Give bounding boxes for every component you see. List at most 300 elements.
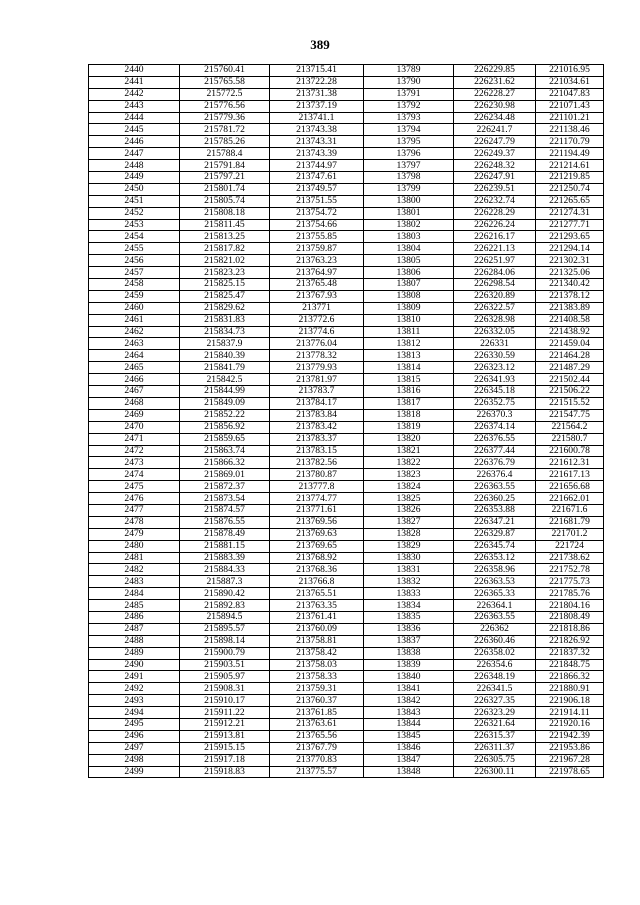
x-coordinate-a-cell: 215856.92 <box>180 421 270 433</box>
y-coordinate-b-cell: 221752.78 <box>536 564 604 576</box>
table-row <box>89 88 604 100</box>
table-row <box>89 65 604 77</box>
point-number-b-cell: 13832 <box>364 576 454 588</box>
y-coordinate-a-cell: 213763.35 <box>270 600 364 612</box>
x-coordinate-a-cell: 215900.79 <box>180 647 270 659</box>
x-coordinate-b-cell: 226239.51 <box>454 183 536 195</box>
table-row <box>89 326 604 338</box>
x-coordinate-a-cell: 215801.74 <box>180 183 270 195</box>
point-number-b-cell: 13809 <box>364 302 454 314</box>
table-row <box>89 112 604 124</box>
point-number-a-cell: 2465 <box>89 362 180 374</box>
y-coordinate-b-cell: 221681.79 <box>536 516 604 528</box>
point-number-a-cell: 2443 <box>89 100 180 112</box>
point-number-a-cell: 2499 <box>89 766 180 778</box>
x-coordinate-b-cell: 226234.48 <box>454 112 536 124</box>
point-number-b-cell: 13833 <box>364 588 454 600</box>
point-number-a-cell: 2463 <box>89 338 180 350</box>
point-number-a-cell: 2448 <box>89 160 180 172</box>
point-number-a-cell: 2480 <box>89 540 180 552</box>
x-coordinate-a-cell: 215788.4 <box>180 148 270 160</box>
point-number-b-cell: 13836 <box>364 623 454 635</box>
x-coordinate-b-cell: 226284.06 <box>454 267 536 279</box>
x-coordinate-b-cell: 226341.93 <box>454 374 536 386</box>
point-number-b-cell: 13838 <box>364 647 454 659</box>
y-coordinate-b-cell: 221294.14 <box>536 243 604 255</box>
table-row <box>89 730 604 742</box>
x-coordinate-a-cell: 215917.18 <box>180 754 270 766</box>
y-coordinate-b-cell: 221101.21 <box>536 112 604 124</box>
x-coordinate-a-cell: 215791.84 <box>180 160 270 172</box>
x-coordinate-b-cell: 226249.37 <box>454 148 536 160</box>
x-coordinate-b-cell: 226376.79 <box>454 457 536 469</box>
x-coordinate-b-cell: 226347.21 <box>454 516 536 528</box>
point-number-a-cell: 2456 <box>89 255 180 267</box>
y-coordinate-b-cell: 221219.85 <box>536 172 604 184</box>
x-coordinate-a-cell: 215841.79 <box>180 362 270 374</box>
table-row <box>89 231 604 243</box>
y-coordinate-a-cell: 213771 <box>270 302 364 314</box>
y-coordinate-a-cell: 213777.8 <box>270 481 364 493</box>
x-coordinate-a-cell: 215894.5 <box>180 611 270 623</box>
y-coordinate-b-cell: 221866.32 <box>536 671 604 683</box>
y-coordinate-a-cell: 213759.87 <box>270 243 364 255</box>
point-number-b-cell: 13827 <box>364 516 454 528</box>
x-coordinate-a-cell: 215881.15 <box>180 540 270 552</box>
point-number-b-cell: 13842 <box>364 695 454 707</box>
table-row <box>89 671 604 683</box>
point-number-b-cell: 13802 <box>364 219 454 231</box>
y-coordinate-a-cell: 213737.19 <box>270 100 364 112</box>
point-number-b-cell: 13848 <box>364 766 454 778</box>
y-coordinate-a-cell: 213755.85 <box>270 231 364 243</box>
table-row <box>89 172 604 184</box>
table-row <box>89 635 604 647</box>
x-coordinate-b-cell: 226247.79 <box>454 136 536 148</box>
table-row <box>89 195 604 207</box>
x-coordinate-a-cell: 215834.73 <box>180 326 270 338</box>
x-coordinate-b-cell: 226362 <box>454 623 536 635</box>
y-coordinate-a-cell: 213772.6 <box>270 314 364 326</box>
table-row <box>89 160 604 172</box>
y-coordinate-b-cell: 221277.71 <box>536 219 604 231</box>
point-number-a-cell: 2473 <box>89 457 180 469</box>
page-number: 389 <box>310 37 330 52</box>
y-coordinate-b-cell: 221808.49 <box>536 611 604 623</box>
x-coordinate-a-cell: 215873.54 <box>180 493 270 505</box>
point-number-b-cell: 13810 <box>364 314 454 326</box>
point-number-b-cell: 13795 <box>364 136 454 148</box>
point-number-b-cell: 13817 <box>364 397 454 409</box>
point-number-b-cell: 13808 <box>364 290 454 302</box>
x-coordinate-a-cell: 215918.83 <box>180 766 270 778</box>
table-row <box>89 302 604 314</box>
point-number-a-cell: 2449 <box>89 172 180 184</box>
table-row <box>89 659 604 671</box>
y-coordinate-a-cell: 213784.17 <box>270 397 364 409</box>
point-number-b-cell: 13790 <box>364 76 454 88</box>
table-row <box>89 445 604 457</box>
x-coordinate-a-cell: 215883.39 <box>180 552 270 564</box>
y-coordinate-b-cell: 221967.28 <box>536 754 604 766</box>
y-coordinate-a-cell: 213781.97 <box>270 374 364 386</box>
point-number-b-cell: 13847 <box>364 754 454 766</box>
point-number-a-cell: 2461 <box>89 314 180 326</box>
table-row <box>89 374 604 386</box>
point-number-a-cell: 2454 <box>89 231 180 243</box>
x-coordinate-b-cell: 226232.74 <box>454 195 536 207</box>
point-number-b-cell: 13807 <box>364 279 454 291</box>
x-coordinate-b-cell: 226345.74 <box>454 540 536 552</box>
x-coordinate-a-cell: 215813.25 <box>180 231 270 243</box>
x-coordinate-a-cell: 215874.57 <box>180 504 270 516</box>
y-coordinate-b-cell: 221464.28 <box>536 350 604 362</box>
point-number-b-cell: 13799 <box>364 183 454 195</box>
table-row <box>89 421 604 433</box>
point-number-b-cell: 13805 <box>364 255 454 267</box>
x-coordinate-b-cell: 226323.29 <box>454 707 536 719</box>
table-row <box>89 350 604 362</box>
x-coordinate-b-cell: 226363.55 <box>454 481 536 493</box>
point-number-a-cell: 2462 <box>89 326 180 338</box>
y-coordinate-a-cell: 213765.51 <box>270 588 364 600</box>
x-coordinate-a-cell: 215765.58 <box>180 76 270 88</box>
x-coordinate-b-cell: 226321.64 <box>454 718 536 730</box>
y-coordinate-b-cell: 221047.83 <box>536 88 604 100</box>
y-coordinate-b-cell: 221617.13 <box>536 469 604 481</box>
x-coordinate-b-cell: 226348.19 <box>454 671 536 683</box>
x-coordinate-b-cell: 226320.89 <box>454 290 536 302</box>
x-coordinate-a-cell: 215915.15 <box>180 742 270 754</box>
x-coordinate-b-cell: 226376.4 <box>454 469 536 481</box>
y-coordinate-a-cell: 213768.92 <box>270 552 364 564</box>
table-row <box>89 290 604 302</box>
table-row <box>89 707 604 719</box>
x-coordinate-a-cell: 215913.81 <box>180 730 270 742</box>
x-coordinate-a-cell: 215772.5 <box>180 88 270 100</box>
x-coordinate-b-cell: 226360.46 <box>454 635 536 647</box>
point-number-a-cell: 2469 <box>89 409 180 421</box>
y-coordinate-a-cell: 213758.81 <box>270 635 364 647</box>
point-number-b-cell: 13812 <box>364 338 454 350</box>
table-row <box>89 433 604 445</box>
table-row <box>89 255 604 267</box>
point-number-b-cell: 13829 <box>364 540 454 552</box>
x-coordinate-b-cell: 226341.5 <box>454 683 536 695</box>
y-coordinate-a-cell: 213783.37 <box>270 433 364 445</box>
x-coordinate-b-cell: 226322.57 <box>454 302 536 314</box>
table-row <box>89 742 604 754</box>
y-coordinate-b-cell: 221906.18 <box>536 695 604 707</box>
point-number-a-cell: 2488 <box>89 635 180 647</box>
y-coordinate-a-cell: 213775.57 <box>270 766 364 778</box>
point-number-a-cell: 2492 <box>89 683 180 695</box>
x-coordinate-a-cell: 215890.42 <box>180 588 270 600</box>
table-row <box>89 397 604 409</box>
x-coordinate-a-cell: 215892.83 <box>180 600 270 612</box>
table-row <box>89 362 604 374</box>
y-coordinate-b-cell: 221978.65 <box>536 766 604 778</box>
point-number-a-cell: 2495 <box>89 718 180 730</box>
point-number-b-cell: 13814 <box>364 362 454 374</box>
y-coordinate-b-cell: 221408.58 <box>536 314 604 326</box>
x-coordinate-b-cell: 226328.98 <box>454 314 536 326</box>
table-row <box>89 516 604 528</box>
table-row <box>89 588 604 600</box>
y-coordinate-b-cell: 221214.61 <box>536 160 604 172</box>
point-number-b-cell: 13815 <box>364 374 454 386</box>
y-coordinate-a-cell: 213776.04 <box>270 338 364 350</box>
y-coordinate-a-cell: 213715.41 <box>270 65 364 77</box>
y-coordinate-a-cell: 213747.61 <box>270 172 364 184</box>
y-coordinate-b-cell: 221515.52 <box>536 397 604 409</box>
table-row <box>89 718 604 730</box>
y-coordinate-a-cell: 213731.38 <box>270 88 364 100</box>
y-coordinate-b-cell: 221942.39 <box>536 730 604 742</box>
x-coordinate-a-cell: 215831.83 <box>180 314 270 326</box>
x-coordinate-b-cell: 226226.24 <box>454 219 536 231</box>
y-coordinate-b-cell: 221724 <box>536 540 604 552</box>
point-number-a-cell: 2491 <box>89 671 180 683</box>
x-coordinate-a-cell: 215840.39 <box>180 350 270 362</box>
x-coordinate-b-cell: 226229.85 <box>454 65 536 77</box>
point-number-a-cell: 2440 <box>89 65 180 77</box>
y-coordinate-b-cell: 221671.6 <box>536 504 604 516</box>
point-number-b-cell: 13818 <box>364 409 454 421</box>
point-number-b-cell: 13811 <box>364 326 454 338</box>
y-coordinate-a-cell: 213768.36 <box>270 564 364 576</box>
y-coordinate-b-cell: 221438.92 <box>536 326 604 338</box>
point-number-a-cell: 2455 <box>89 243 180 255</box>
point-number-b-cell: 13798 <box>364 172 454 184</box>
point-number-a-cell: 2444 <box>89 112 180 124</box>
x-coordinate-a-cell: 215844.99 <box>180 386 270 398</box>
point-number-a-cell: 2477 <box>89 504 180 516</box>
x-coordinate-a-cell: 215872.37 <box>180 481 270 493</box>
y-coordinate-a-cell: 213758.03 <box>270 659 364 671</box>
point-number-a-cell: 2446 <box>89 136 180 148</box>
y-coordinate-a-cell: 213741.1 <box>270 112 364 124</box>
x-coordinate-b-cell: 226363.55 <box>454 611 536 623</box>
y-coordinate-b-cell: 221826.92 <box>536 635 604 647</box>
point-number-a-cell: 2464 <box>89 350 180 362</box>
y-coordinate-a-cell: 213743.38 <box>270 124 364 136</box>
y-coordinate-a-cell: 213780.87 <box>270 469 364 481</box>
coordinates-table-body <box>89 65 604 778</box>
x-coordinate-a-cell: 215808.18 <box>180 207 270 219</box>
x-coordinate-a-cell: 215849.09 <box>180 397 270 409</box>
table-row <box>89 611 604 623</box>
x-coordinate-a-cell: 215908.31 <box>180 683 270 695</box>
x-coordinate-b-cell: 226329.87 <box>454 528 536 540</box>
point-number-b-cell: 13820 <box>364 433 454 445</box>
x-coordinate-b-cell: 226364.1 <box>454 600 536 612</box>
y-coordinate-b-cell: 221920.16 <box>536 718 604 730</box>
point-number-a-cell: 2453 <box>89 219 180 231</box>
x-coordinate-b-cell: 226354.6 <box>454 659 536 671</box>
point-number-b-cell: 13819 <box>364 421 454 433</box>
table-row <box>89 754 604 766</box>
y-coordinate-a-cell: 213779.93 <box>270 362 364 374</box>
y-coordinate-a-cell: 213761.85 <box>270 707 364 719</box>
point-number-b-cell: 13823 <box>364 469 454 481</box>
x-coordinate-a-cell: 215779.36 <box>180 112 270 124</box>
point-number-a-cell: 2482 <box>89 564 180 576</box>
y-coordinate-b-cell: 221837.32 <box>536 647 604 659</box>
point-number-b-cell: 13841 <box>364 683 454 695</box>
x-coordinate-b-cell: 226248.32 <box>454 160 536 172</box>
point-number-a-cell: 2447 <box>89 148 180 160</box>
point-number-b-cell: 13797 <box>364 160 454 172</box>
point-number-b-cell: 13840 <box>364 671 454 683</box>
point-number-b-cell: 13789 <box>364 65 454 77</box>
x-coordinate-b-cell: 226315.37 <box>454 730 536 742</box>
x-coordinate-b-cell: 226230.98 <box>454 100 536 112</box>
y-coordinate-a-cell: 213782.56 <box>270 457 364 469</box>
x-coordinate-b-cell: 226241.7 <box>454 124 536 136</box>
point-number-b-cell: 13796 <box>364 148 454 160</box>
x-coordinate-a-cell: 215842.5 <box>180 374 270 386</box>
y-coordinate-b-cell: 221701.2 <box>536 528 604 540</box>
y-coordinate-b-cell: 221818.86 <box>536 623 604 635</box>
x-coordinate-a-cell: 215910.17 <box>180 695 270 707</box>
y-coordinate-a-cell: 213722.28 <box>270 76 364 88</box>
point-number-b-cell: 13839 <box>364 659 454 671</box>
point-number-a-cell: 2472 <box>89 445 180 457</box>
point-number-b-cell: 13792 <box>364 100 454 112</box>
y-coordinate-a-cell: 213763.61 <box>270 718 364 730</box>
x-coordinate-a-cell: 215912.21 <box>180 718 270 730</box>
y-coordinate-b-cell: 221775.73 <box>536 576 604 588</box>
point-number-a-cell: 2496 <box>89 730 180 742</box>
table-row <box>89 386 604 398</box>
table-row <box>89 207 604 219</box>
x-coordinate-b-cell: 226331 <box>454 338 536 350</box>
point-number-b-cell: 13831 <box>364 564 454 576</box>
x-coordinate-a-cell: 215829.62 <box>180 302 270 314</box>
x-coordinate-b-cell: 226251.97 <box>454 255 536 267</box>
y-coordinate-b-cell: 221034.61 <box>536 76 604 88</box>
x-coordinate-b-cell: 226300.11 <box>454 766 536 778</box>
y-coordinate-b-cell: 221880.91 <box>536 683 604 695</box>
y-coordinate-b-cell: 221302.31 <box>536 255 604 267</box>
point-number-a-cell: 2494 <box>89 707 180 719</box>
point-number-a-cell: 2486 <box>89 611 180 623</box>
y-coordinate-a-cell: 213783.15 <box>270 445 364 457</box>
coordinates-table <box>88 64 604 778</box>
x-coordinate-b-cell: 226332.05 <box>454 326 536 338</box>
x-coordinate-a-cell: 215805.74 <box>180 195 270 207</box>
x-coordinate-b-cell: 226330.59 <box>454 350 536 362</box>
x-coordinate-b-cell: 226352.75 <box>454 397 536 409</box>
y-coordinate-a-cell: 213760.37 <box>270 695 364 707</box>
point-number-a-cell: 2451 <box>89 195 180 207</box>
y-coordinate-b-cell: 221785.76 <box>536 588 604 600</box>
x-coordinate-b-cell: 226370.3 <box>454 409 536 421</box>
y-coordinate-a-cell: 213744.97 <box>270 160 364 172</box>
y-coordinate-b-cell: 221274.31 <box>536 207 604 219</box>
point-number-b-cell: 13830 <box>364 552 454 564</box>
table-row <box>89 576 604 588</box>
point-number-a-cell: 2467 <box>89 386 180 398</box>
table-row <box>89 766 604 778</box>
point-number-a-cell: 2458 <box>89 279 180 291</box>
point-number-a-cell: 2487 <box>89 623 180 635</box>
y-coordinate-a-cell: 213769.65 <box>270 540 364 552</box>
point-number-b-cell: 13825 <box>364 493 454 505</box>
table-row <box>89 600 604 612</box>
point-number-a-cell: 2474 <box>89 469 180 481</box>
table-row <box>89 683 604 695</box>
point-number-b-cell: 13837 <box>364 635 454 647</box>
point-number-b-cell: 13835 <box>364 611 454 623</box>
x-coordinate-a-cell: 215825.47 <box>180 290 270 302</box>
x-coordinate-b-cell: 226358.96 <box>454 564 536 576</box>
point-number-b-cell: 13846 <box>364 742 454 754</box>
point-number-a-cell: 2489 <box>89 647 180 659</box>
y-coordinate-a-cell: 213769.56 <box>270 516 364 528</box>
y-coordinate-b-cell: 221265.65 <box>536 195 604 207</box>
table-row <box>89 564 604 576</box>
point-number-b-cell: 13844 <box>364 718 454 730</box>
point-number-a-cell: 2450 <box>89 183 180 195</box>
table-row <box>89 100 604 112</box>
y-coordinate-a-cell: 213767.79 <box>270 742 364 754</box>
table-row <box>89 136 604 148</box>
y-coordinate-a-cell: 213765.56 <box>270 730 364 742</box>
x-coordinate-a-cell: 215821.02 <box>180 255 270 267</box>
x-coordinate-a-cell: 215866.32 <box>180 457 270 469</box>
y-coordinate-b-cell: 221656.68 <box>536 481 604 493</box>
y-coordinate-b-cell: 221564.2 <box>536 421 604 433</box>
point-number-a-cell: 2483 <box>89 576 180 588</box>
y-coordinate-a-cell: 213763.23 <box>270 255 364 267</box>
x-coordinate-a-cell: 215876.55 <box>180 516 270 528</box>
table-row <box>89 623 604 635</box>
table-row <box>89 469 604 481</box>
y-coordinate-a-cell: 213754.66 <box>270 219 364 231</box>
x-coordinate-b-cell: 226247.91 <box>454 172 536 184</box>
x-coordinate-a-cell: 215760.41 <box>180 65 270 77</box>
point-number-a-cell: 2479 <box>89 528 180 540</box>
point-number-a-cell: 2457 <box>89 267 180 279</box>
table-row <box>89 540 604 552</box>
y-coordinate-b-cell: 221662.01 <box>536 493 604 505</box>
point-number-b-cell: 13803 <box>364 231 454 243</box>
point-number-a-cell: 2441 <box>89 76 180 88</box>
y-coordinate-a-cell: 213759.31 <box>270 683 364 695</box>
y-coordinate-b-cell: 221953.86 <box>536 742 604 754</box>
y-coordinate-a-cell: 213758.33 <box>270 671 364 683</box>
y-coordinate-b-cell: 221016.95 <box>536 65 604 77</box>
table-row <box>89 148 604 160</box>
y-coordinate-b-cell: 221580.7 <box>536 433 604 445</box>
table-row <box>89 552 604 564</box>
x-coordinate-b-cell: 226216.17 <box>454 231 536 243</box>
y-coordinate-b-cell: 221340.42 <box>536 279 604 291</box>
y-coordinate-a-cell: 213769.63 <box>270 528 364 540</box>
y-coordinate-b-cell: 221547.75 <box>536 409 604 421</box>
point-number-a-cell: 2497 <box>89 742 180 754</box>
x-coordinate-a-cell: 215817.82 <box>180 243 270 255</box>
y-coordinate-b-cell: 221600.78 <box>536 445 604 457</box>
table-row <box>89 267 604 279</box>
x-coordinate-b-cell: 226323.12 <box>454 362 536 374</box>
point-number-b-cell: 13834 <box>364 600 454 612</box>
x-coordinate-b-cell: 226353.12 <box>454 552 536 564</box>
x-coordinate-b-cell: 226360.25 <box>454 493 536 505</box>
point-number-b-cell: 13791 <box>364 88 454 100</box>
